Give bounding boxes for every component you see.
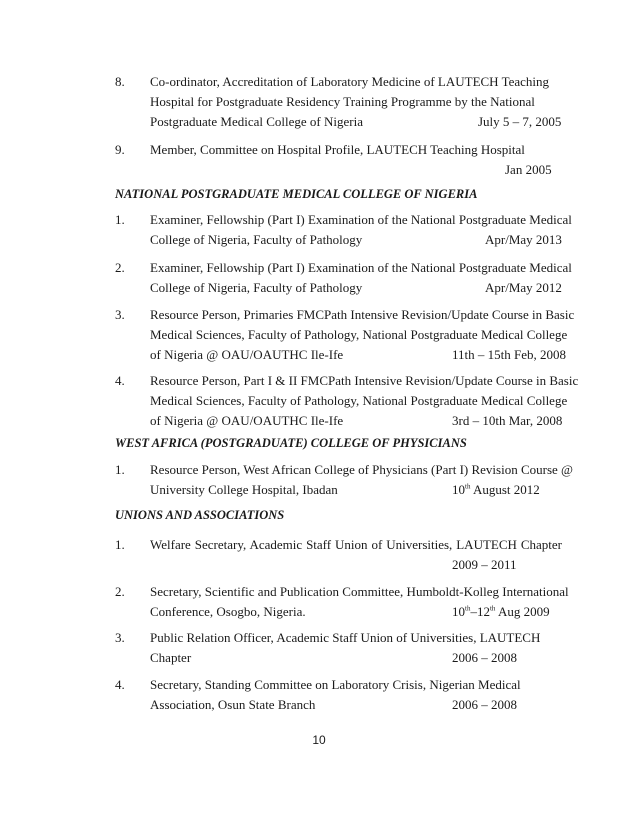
item-date: Apr/May 2012 xyxy=(485,280,562,295)
item-number: 1. xyxy=(115,462,125,477)
section-heading-wacp: WEST AFRICA (POSTGRADUATE) COLLEGE OF PHYSICIANS xyxy=(115,436,467,450)
item-number: 2. xyxy=(115,260,125,275)
item-number: 1. xyxy=(115,212,125,227)
item-number: 4. xyxy=(115,373,125,388)
date-rest: Aug 2009 xyxy=(495,604,550,619)
date-end-day: –12 xyxy=(470,604,490,619)
item-text: Chapter xyxy=(150,650,192,665)
item-date: Apr/May 2013 xyxy=(485,232,562,247)
item-number: 3. xyxy=(115,630,125,645)
item-text: Medical Sciences, Faculty of Pathology, National Postgraduate Medical College xyxy=(150,327,568,342)
item-text: Medical Sciences, Faculty of Pathology, National Postgraduate Medical College xyxy=(150,393,568,408)
item-date: 2006 – 2008 xyxy=(452,650,517,665)
item-text: College of Nigeria, Faculty of Pathology xyxy=(150,232,363,247)
page-number: 10 xyxy=(312,733,326,747)
item-number: 4. xyxy=(115,677,125,692)
item-date xyxy=(452,602,550,622)
item-text: Examiner, Fellowship (Part I) Examination of the National Postgraduate Medical xyxy=(150,260,572,275)
item-text: Hospital for Postgraduate Residency Training Programme by the National xyxy=(150,94,535,109)
item-text: Member, Committee on Hospital Profile, LAUTECH Teaching Hospital xyxy=(150,142,525,157)
date-suffix: th xyxy=(465,482,471,491)
item-text: of Nigeria @ OAU/OAUTHC Ile-Ife xyxy=(150,413,344,428)
item-text: Secretary, Scientific and Publication Committee, Humboldt-Kolleg International xyxy=(150,584,569,599)
item-text: Public Relation Officer, Academic Staff Union of Universities, LAUTECH xyxy=(150,630,541,645)
item-date: 2009 – 2011 xyxy=(452,557,517,572)
item-text: College of Nigeria, Faculty of Pathology xyxy=(150,280,363,295)
item-text: Co-ordinator, Accreditation of Laboratory Medicine of LAUTECH Teaching xyxy=(150,74,550,89)
item-text: of Nigeria @ OAU/OAUTHC Ile-Ife xyxy=(150,347,344,362)
item-date: Jan 2005 xyxy=(505,162,552,177)
section-heading-unions: UNIONS AND ASSOCIATIONS xyxy=(115,508,285,522)
date-start-day: 10 xyxy=(452,604,465,619)
item-date: 2006 – 2008 xyxy=(452,697,517,712)
item-text: Association, Osun State Branch xyxy=(150,697,316,712)
date-day: 10 xyxy=(452,482,465,497)
item-date: 3rd – 10th Mar, 2008 xyxy=(452,413,563,428)
item-text: University College Hospital, Ibadan xyxy=(150,482,338,497)
item-date: 11th – 15th Feb, 2008 xyxy=(452,347,566,362)
item-number: 2. xyxy=(115,584,125,599)
item-number: 9. xyxy=(115,142,125,157)
item-date: July 5 – 7, 2005 xyxy=(478,114,562,129)
item-text: Secretary, Standing Committee on Laboratory Crisis, Nigerian Medical xyxy=(150,677,521,692)
item-text: Resource Person, West African College of Physicians (Part I) Revision Course @ xyxy=(150,462,574,477)
item-text: Conference, Osogbo, Nigeria. xyxy=(150,604,306,619)
item-number: 1. xyxy=(115,537,125,552)
item-number: 8. xyxy=(115,74,125,89)
date-suffix: th xyxy=(489,604,496,613)
item-text: Resource Person, Part I & II FMCPath Intensive Revision/Update Course in Basic xyxy=(150,373,579,388)
item-text: Resource Person, Primaries FMCPath Intensive Revision/Update Course in Basic xyxy=(150,307,575,322)
item-number: 3. xyxy=(115,307,125,322)
date-suffix: th xyxy=(465,604,471,613)
item-text: Welfare Secretary, Academic Staff Union of Universities, LAUTECH Chapter xyxy=(150,537,562,552)
date-rest: August 2012 xyxy=(470,482,540,497)
item-date xyxy=(452,480,540,500)
item-text: Postgraduate Medical College of Nigeria xyxy=(150,114,363,129)
section-heading-npmcn: NATIONAL POSTGRADUATE MEDICAL COLLEGE OF NIGERIA xyxy=(115,187,478,201)
item-text: Examiner, Fellowship (Part I) Examination of the National Postgraduate Medical xyxy=(150,212,572,227)
